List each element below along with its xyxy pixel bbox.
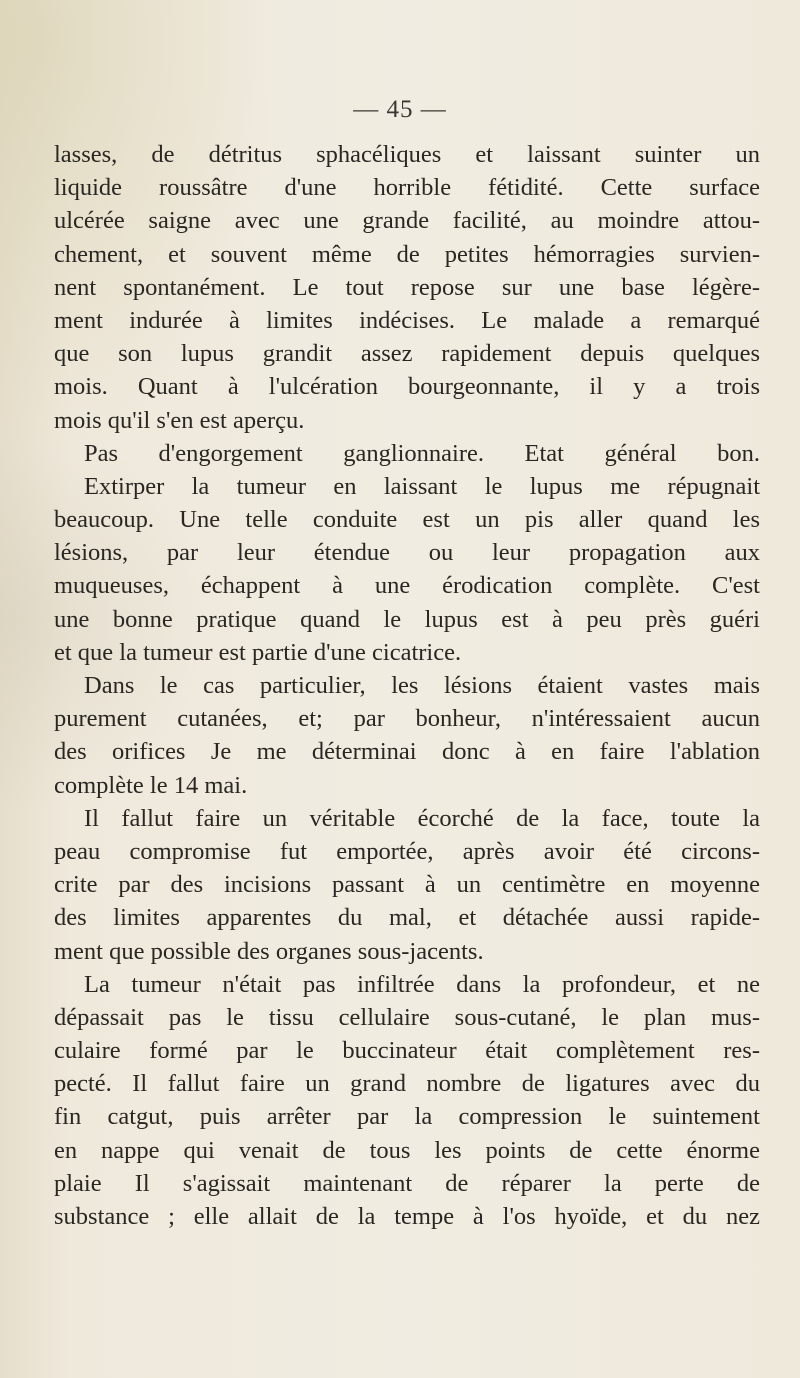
text-line: purement cutanées, et; par bonheur, n'intéressaient aucun bbox=[54, 705, 760, 733]
text-line: liquide roussâtre d'une horrible fétidité. Cette surface bbox=[54, 174, 760, 202]
text-line: complète le 14 mai. bbox=[54, 771, 248, 799]
text-line: Il fallut faire un véritable écorché de la face, toute la bbox=[84, 804, 760, 832]
text-line: substance ; elle allait de la tempe à l'os hyoïde, et du nez bbox=[54, 1203, 760, 1230]
text-line: lasses, de détritus sphacéliques et laissant suinter un bbox=[54, 141, 760, 168]
text-line: des orifices Je me déterminai donc à en faire l'ablation bbox=[54, 738, 760, 766]
text-line: et que la tumeur est partie d'une cicatrice. bbox=[54, 638, 462, 666]
text-line: mois. Quant à l'ulcération bourgeonnante, il y a trois bbox=[54, 373, 760, 401]
text-line: Extirper la tumeur en laissant le lupus me répugnait bbox=[84, 472, 760, 500]
text-line: Pas d'engorgement ganglionnaire. Etat général bon. bbox=[84, 439, 760, 467]
text-line: muqueuses, échappent à une érodication complète. C'est bbox=[54, 572, 760, 600]
body-text bbox=[54, 138, 760, 1233]
text-line: dépassait pas le tissu cellulaire sous-cutané, le plan mus- bbox=[54, 1003, 760, 1031]
text-line: ulcérée saigne avec une grande facilité, au moindre attou- bbox=[54, 207, 760, 235]
text-line: des limites apparentes du mal, et détachée aussi rapide- bbox=[54, 904, 760, 932]
text-line: plaie Il s'agissait maintenant de réparer la perte de bbox=[54, 1169, 760, 1197]
page-number: — 45 — bbox=[353, 96, 447, 123]
text-line: nent spontanément. Le tout repose sur une base légère- bbox=[54, 273, 760, 301]
text-line: peau compromise fut emportée, après avoir été circons- bbox=[54, 837, 760, 865]
text-line: beaucoup. Une telle conduite est un pis aller quand les bbox=[54, 506, 760, 534]
text-line: ment indurée à limites indécises. Le malade a remarqué bbox=[54, 306, 760, 334]
text-line: crite par des incisions passant à un centimètre en moyenne bbox=[54, 871, 760, 899]
text-line: ment que possible des organes sous-jacents. bbox=[54, 937, 484, 965]
text-line: Dans le cas particulier, les lésions étaient vastes mais bbox=[84, 672, 760, 699]
text-line: lésions, par leur étendue ou leur propagation aux bbox=[54, 539, 760, 567]
text-line: pecté. Il fallut faire un grand nombre de ligatures avec du bbox=[54, 1070, 760, 1098]
text-line: fin catgut, puis arrêter par la compression le suintement bbox=[54, 1103, 760, 1131]
text-line: La tumeur n'était pas infiltrée dans la profondeur, et ne bbox=[84, 970, 760, 998]
text-line: une bonne pratique quand le lupus est à peu près guéri bbox=[54, 605, 760, 633]
text-line: culaire formé par le buccinateur était complètement res- bbox=[54, 1037, 760, 1065]
text-line: en nappe qui venait de tous les points de cette énorme bbox=[54, 1136, 760, 1164]
text-line: chement, et souvent même de petites hémorragies survien- bbox=[54, 240, 760, 268]
text-line: que son lupus grandit assez rapidement depuis quelques bbox=[54, 340, 760, 368]
text-line: mois qu'il s'en est aperçu. bbox=[54, 406, 305, 434]
